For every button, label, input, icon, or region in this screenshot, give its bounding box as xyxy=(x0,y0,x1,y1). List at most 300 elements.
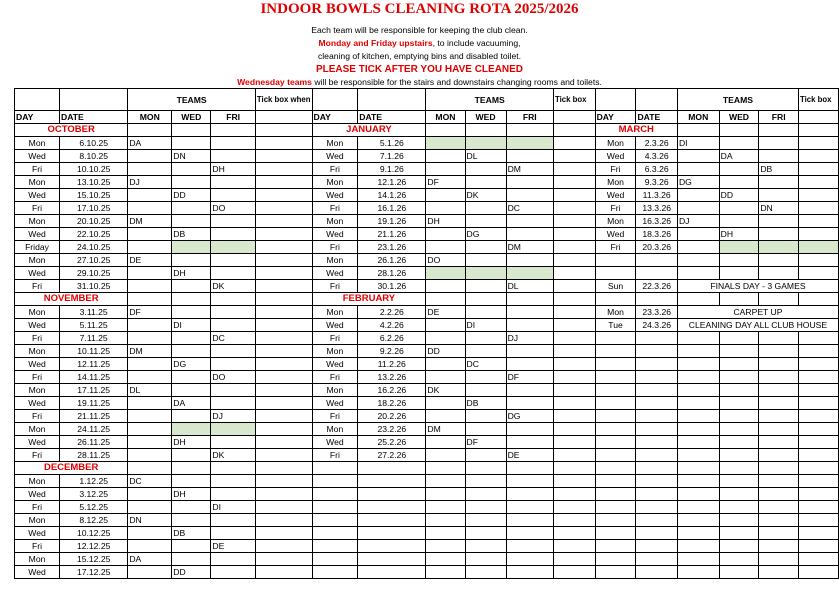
day-cell: Fri xyxy=(595,241,636,254)
date-cell: 11.2.26 xyxy=(358,358,426,371)
day-cell: Mon xyxy=(595,176,636,189)
date-cell: 7.1.26 xyxy=(358,150,426,163)
tick-box xyxy=(255,566,312,579)
tick-box xyxy=(553,449,595,462)
empty-cell xyxy=(719,423,759,436)
empty-cell xyxy=(553,514,595,527)
date-cell: 8.12.25 xyxy=(60,514,128,527)
day-cell: Fri xyxy=(15,449,60,462)
empty-cell xyxy=(426,293,465,306)
empty-cell xyxy=(759,397,799,410)
fri-team-cell xyxy=(211,306,256,319)
mon-team-cell xyxy=(426,358,465,371)
tick-box xyxy=(255,501,312,514)
table-row xyxy=(15,553,839,566)
tick-box xyxy=(255,410,312,423)
tick-box xyxy=(255,436,312,449)
day-cell: Fri xyxy=(595,202,636,215)
empty-cell xyxy=(553,540,595,553)
fri-team-cell xyxy=(759,215,799,228)
table-row xyxy=(15,358,839,371)
tick-box xyxy=(553,228,595,241)
empty-cell xyxy=(595,540,636,553)
wed-team-cell xyxy=(172,306,211,319)
header-blank xyxy=(312,89,358,111)
day-header: DAY xyxy=(595,111,636,124)
date-cell: 2.3.26 xyxy=(636,137,677,150)
mon-team-cell xyxy=(677,150,719,163)
table-row xyxy=(15,397,839,410)
wed-team-cell xyxy=(465,423,506,436)
date-cell: 26.1.26 xyxy=(358,254,426,267)
fri-team-cell xyxy=(211,397,256,410)
day-cell: Mon xyxy=(15,306,60,319)
empty-cell xyxy=(719,397,759,410)
date-cell: 16.2.26 xyxy=(358,384,426,397)
tick-box xyxy=(255,397,312,410)
date-cell: 30.1.26 xyxy=(358,280,426,293)
day-cell: Wed xyxy=(15,358,60,371)
empty-cell xyxy=(759,358,799,371)
fri-team-cell xyxy=(759,267,799,280)
tick-box xyxy=(553,332,595,345)
fri-team-cell xyxy=(211,137,256,150)
empty-cell xyxy=(759,124,799,137)
wed-team-cell xyxy=(172,345,211,358)
fri-team-cell xyxy=(211,189,256,202)
month-heading: DECEMBER xyxy=(15,462,128,475)
empty-cell xyxy=(506,553,553,566)
day-cell: Mon xyxy=(15,514,60,527)
mon-team-cell xyxy=(128,566,172,579)
empty-cell xyxy=(506,475,553,488)
mon-team-cell xyxy=(128,410,172,423)
empty-cell xyxy=(128,462,172,475)
wed-team-cell xyxy=(719,254,759,267)
mon-team-cell: DJ xyxy=(677,215,719,228)
month-heading: NOVEMBER xyxy=(15,293,128,306)
mon-header: MON xyxy=(677,111,719,124)
empty-cell xyxy=(312,475,358,488)
tick-column-blank xyxy=(798,111,838,124)
date-cell: 5.1.26 xyxy=(358,137,426,150)
tick-box xyxy=(255,332,312,345)
date-cell: 12.1.26 xyxy=(358,176,426,189)
mon-team-cell xyxy=(128,501,172,514)
fri-team-cell xyxy=(506,397,553,410)
empty-cell xyxy=(759,449,799,462)
date-cell: 12.12.25 xyxy=(60,540,128,553)
mon-team-cell xyxy=(677,241,719,254)
empty-cell xyxy=(759,514,799,527)
mon-team-cell: DI xyxy=(677,137,719,150)
date-cell: 5.11.25 xyxy=(60,319,128,332)
table-row xyxy=(15,449,839,462)
date-cell: 9.2.26 xyxy=(358,345,426,358)
empty-cell xyxy=(211,124,256,137)
table-row xyxy=(15,137,839,150)
empty-cell xyxy=(759,540,799,553)
tick-box xyxy=(255,189,312,202)
empty-cell xyxy=(595,501,636,514)
date-cell: 17.10.25 xyxy=(60,202,128,215)
mon-team-cell xyxy=(128,488,172,501)
mon-team-cell xyxy=(426,267,465,280)
empty-cell xyxy=(312,514,358,527)
mon-team-cell xyxy=(426,397,465,410)
day-cell: Tue xyxy=(595,319,636,332)
tick-box xyxy=(553,215,595,228)
day-cell: Mon xyxy=(15,384,60,397)
empty-cell xyxy=(312,462,358,475)
date-cell: 31.10.25 xyxy=(60,280,128,293)
empty-cell xyxy=(677,514,719,527)
tick-box xyxy=(553,397,595,410)
mon-team-cell xyxy=(426,280,465,293)
empty-cell xyxy=(358,527,426,540)
intro-highlight-monday-friday: Monday and Friday upstairs xyxy=(318,38,433,48)
fri-team-cell: DJ xyxy=(211,410,256,423)
mon-team-cell xyxy=(128,163,172,176)
empty-cell xyxy=(506,540,553,553)
mon-team-cell xyxy=(677,254,719,267)
table-row xyxy=(15,150,839,163)
tick-box xyxy=(255,202,312,215)
date-cell: 20.10.25 xyxy=(60,215,128,228)
wed-team-cell xyxy=(465,384,506,397)
empty-cell xyxy=(465,501,506,514)
intro-text-3: cleaning of kitchen, emptying bins and disabled toilet. xyxy=(317,51,522,61)
wed-team-cell xyxy=(465,410,506,423)
day-cell xyxy=(595,293,636,306)
fri-team-cell: DB xyxy=(759,163,799,176)
mon-team-cell xyxy=(128,202,172,215)
day-cell: Fri xyxy=(15,332,60,345)
fri-team-cell: DO xyxy=(211,371,256,384)
empty-cell xyxy=(465,553,506,566)
empty-cell xyxy=(719,514,759,527)
tick-box-header: Tick box when xyxy=(255,89,312,111)
mon-team-cell: DF xyxy=(426,176,465,189)
wed-header: WED xyxy=(719,111,759,124)
tick-box xyxy=(553,358,595,371)
wed-team-cell xyxy=(172,176,211,189)
empty-cell xyxy=(358,514,426,527)
wed-team-cell: DD xyxy=(172,566,211,579)
wed-team-cell: DN xyxy=(172,150,211,163)
empty-cell xyxy=(358,462,426,475)
fri-team-cell xyxy=(506,150,553,163)
empty-cell xyxy=(677,423,719,436)
header-blank xyxy=(358,89,426,111)
empty-cell xyxy=(798,124,838,137)
empty-cell xyxy=(211,462,256,475)
table-row xyxy=(15,514,839,527)
empty-cell xyxy=(553,566,595,579)
empty-cell xyxy=(719,527,759,540)
wed-team-cell xyxy=(465,345,506,358)
empty-cell xyxy=(465,566,506,579)
day-cell: Mon xyxy=(15,553,60,566)
day-cell: Fri xyxy=(15,163,60,176)
fri-team-cell xyxy=(506,384,553,397)
event-note: FINALS DAY - 3 GAMES xyxy=(677,280,838,293)
page-title: INDOOR BOWLS CLEANING ROTA 2025/2026 xyxy=(260,1,579,17)
fri-team-cell xyxy=(506,358,553,371)
tick-box xyxy=(255,553,312,566)
rota-body xyxy=(15,89,839,579)
empty-cell xyxy=(426,553,465,566)
date-cell: 2.2.26 xyxy=(358,306,426,319)
tick-box xyxy=(255,150,312,163)
table-row xyxy=(15,527,839,540)
fri-team-cell: DG xyxy=(506,410,553,423)
mon-team-cell: DL xyxy=(128,384,172,397)
fri-team-cell: DJ xyxy=(506,332,553,345)
table-row xyxy=(15,254,839,267)
empty-cell xyxy=(798,384,838,397)
date-cell: 28.11.25 xyxy=(60,449,128,462)
date-header: DATE xyxy=(60,111,128,124)
empty-cell xyxy=(312,540,358,553)
fri-team-cell xyxy=(506,176,553,189)
day-cell: Fri xyxy=(595,163,636,176)
mon-team-cell xyxy=(426,319,465,332)
teams-header: TEAMS xyxy=(426,89,554,111)
fri-team-cell: DC xyxy=(506,202,553,215)
mon-team-cell: DN xyxy=(128,514,172,527)
empty-cell xyxy=(759,501,799,514)
empty-cell xyxy=(798,553,838,566)
fri-team-cell: DO xyxy=(211,202,256,215)
empty-cell xyxy=(358,501,426,514)
empty-cell xyxy=(636,436,677,449)
fri-team-cell xyxy=(211,267,256,280)
tick-box xyxy=(255,228,312,241)
tick-box xyxy=(553,163,595,176)
fri-team-cell: DC xyxy=(211,332,256,345)
date-cell: 23.2.26 xyxy=(358,423,426,436)
table-row xyxy=(15,215,839,228)
empty-cell xyxy=(798,514,838,527)
tick-box xyxy=(255,423,312,436)
empty-cell xyxy=(798,436,838,449)
empty-cell xyxy=(636,488,677,501)
empty-cell xyxy=(506,124,553,137)
mon-team-cell xyxy=(128,280,172,293)
empty-cell xyxy=(719,384,759,397)
tick-box xyxy=(798,163,838,176)
empty-cell xyxy=(506,293,553,306)
wed-team-cell: DK xyxy=(465,189,506,202)
tick-box xyxy=(798,241,838,254)
empty-cell xyxy=(553,475,595,488)
empty-cell xyxy=(595,566,636,579)
tick-box xyxy=(255,267,312,280)
day-cell: Wed xyxy=(312,358,358,371)
day-cell: Fri xyxy=(312,163,358,176)
table-row xyxy=(15,371,839,384)
empty-cell xyxy=(426,514,465,527)
tick-box xyxy=(553,137,595,150)
wed-team-cell: DG xyxy=(465,228,506,241)
tick-box xyxy=(255,475,312,488)
wed-team-cell xyxy=(465,202,506,215)
empty-cell xyxy=(172,462,211,475)
empty-cell xyxy=(595,514,636,527)
tick-box xyxy=(255,163,312,176)
date-cell: 25.2.26 xyxy=(358,436,426,449)
day-cell: Mon xyxy=(15,475,60,488)
fri-team-cell xyxy=(506,189,553,202)
fri-team-cell xyxy=(759,241,799,254)
empty-cell xyxy=(719,436,759,449)
empty-cell xyxy=(255,293,312,306)
date-cell: 20.2.26 xyxy=(358,410,426,423)
empty-cell xyxy=(759,462,799,475)
mon-team-cell xyxy=(426,410,465,423)
intro-line-2 xyxy=(0,37,839,50)
wed-team-cell: DD xyxy=(719,189,759,202)
day-cell: Fri xyxy=(312,449,358,462)
empty-cell xyxy=(595,436,636,449)
day-cell: Wed xyxy=(15,566,60,579)
mon-team-cell: DH xyxy=(426,215,465,228)
date-cell: 10.10.25 xyxy=(60,163,128,176)
mon-team-cell: DK xyxy=(426,384,465,397)
day-cell: Wed xyxy=(15,319,60,332)
tick-box xyxy=(255,345,312,358)
tick-box xyxy=(553,371,595,384)
tick-box xyxy=(255,241,312,254)
mon-team-cell: DE xyxy=(426,306,465,319)
empty-cell xyxy=(506,501,553,514)
empty-cell xyxy=(798,371,838,384)
empty-cell xyxy=(211,293,256,306)
wed-team-cell: DA xyxy=(719,150,759,163)
empty-cell xyxy=(798,423,838,436)
empty-cell xyxy=(798,527,838,540)
day-cell: Mon xyxy=(15,137,60,150)
tick-box xyxy=(798,293,838,306)
empty-cell xyxy=(759,332,799,345)
empty-cell xyxy=(759,527,799,540)
empty-cell xyxy=(595,449,636,462)
mon-team-cell: DM xyxy=(128,345,172,358)
tick-box xyxy=(553,189,595,202)
tick-box xyxy=(553,384,595,397)
empty-cell xyxy=(677,358,719,371)
date-cell: 21.11.25 xyxy=(60,410,128,423)
date-cell: 6.10.25 xyxy=(60,137,128,150)
date-cell: 13.2.26 xyxy=(358,371,426,384)
fri-team-cell: DM xyxy=(506,163,553,176)
day-cell: Fri xyxy=(312,410,358,423)
fri-team-cell: DM xyxy=(506,241,553,254)
empty-cell xyxy=(798,540,838,553)
day-cell: Wed xyxy=(312,436,358,449)
day-cell: Wed xyxy=(15,436,60,449)
tick-box xyxy=(255,176,312,189)
empty-cell xyxy=(172,124,211,137)
day-cell: Fri xyxy=(312,371,358,384)
wed-team-cell xyxy=(172,553,211,566)
fri-team-cell xyxy=(211,241,256,254)
day-cell: Wed xyxy=(595,228,636,241)
mon-team-cell xyxy=(426,202,465,215)
date-cell: 7.11.25 xyxy=(60,332,128,345)
tick-box xyxy=(553,267,595,280)
fri-team-cell xyxy=(211,488,256,501)
day-cell: Fri xyxy=(15,202,60,215)
empty-cell xyxy=(719,410,759,423)
empty-cell xyxy=(719,332,759,345)
fri-team-cell xyxy=(506,436,553,449)
fri-team-cell xyxy=(211,423,256,436)
tick-box xyxy=(255,306,312,319)
empty-cell xyxy=(636,384,677,397)
table-row xyxy=(15,228,839,241)
empty-cell xyxy=(426,124,465,137)
mon-team-cell xyxy=(677,189,719,202)
date-cell xyxy=(636,254,677,267)
mon-team-cell: DM xyxy=(426,423,465,436)
tick-box xyxy=(255,137,312,150)
table-row xyxy=(15,423,839,436)
empty-cell xyxy=(636,462,677,475)
table-row xyxy=(15,384,839,397)
wed-team-cell xyxy=(465,280,506,293)
empty-cell xyxy=(595,553,636,566)
date-cell: 18.2.26 xyxy=(358,397,426,410)
mon-team-cell: DO xyxy=(426,254,465,267)
date-cell: 3.11.25 xyxy=(60,306,128,319)
empty-cell xyxy=(506,462,553,475)
tick-box xyxy=(553,436,595,449)
empty-cell xyxy=(595,397,636,410)
day-cell: Wed xyxy=(15,488,60,501)
tick-column-blank xyxy=(553,111,595,124)
empty-cell xyxy=(595,358,636,371)
mon-team-cell xyxy=(128,267,172,280)
fri-team-cell xyxy=(506,215,553,228)
tick-instruction: PLEASE TICK AFTER YOU HAVE CLEANED xyxy=(315,64,524,75)
date-header: DATE xyxy=(636,111,677,124)
wed-team-cell xyxy=(719,241,759,254)
day-cell: Mon xyxy=(312,423,358,436)
rota-table xyxy=(14,88,839,579)
wed-team-cell: DH xyxy=(172,488,211,501)
tick-box xyxy=(798,215,838,228)
intro-text-5: will be responsible for the stairs and downstairs changing rooms and toilets. xyxy=(311,77,602,87)
wed-team-cell xyxy=(172,449,211,462)
mon-team-cell: DF xyxy=(128,306,172,319)
date-cell: 12.11.25 xyxy=(60,358,128,371)
empty-cell xyxy=(719,566,759,579)
day-cell: Wed xyxy=(15,527,60,540)
wed-team-cell xyxy=(719,202,759,215)
intro-highlight-wednesday: Wednesday teams xyxy=(237,77,312,87)
mon-team-cell xyxy=(128,228,172,241)
empty-cell xyxy=(677,540,719,553)
empty-cell xyxy=(677,566,719,579)
empty-cell xyxy=(553,501,595,514)
intro-line-3 xyxy=(0,50,839,63)
fri-team-cell: DL xyxy=(506,280,553,293)
empty-cell xyxy=(465,293,506,306)
date-cell: 29.10.25 xyxy=(60,267,128,280)
empty-cell xyxy=(426,501,465,514)
